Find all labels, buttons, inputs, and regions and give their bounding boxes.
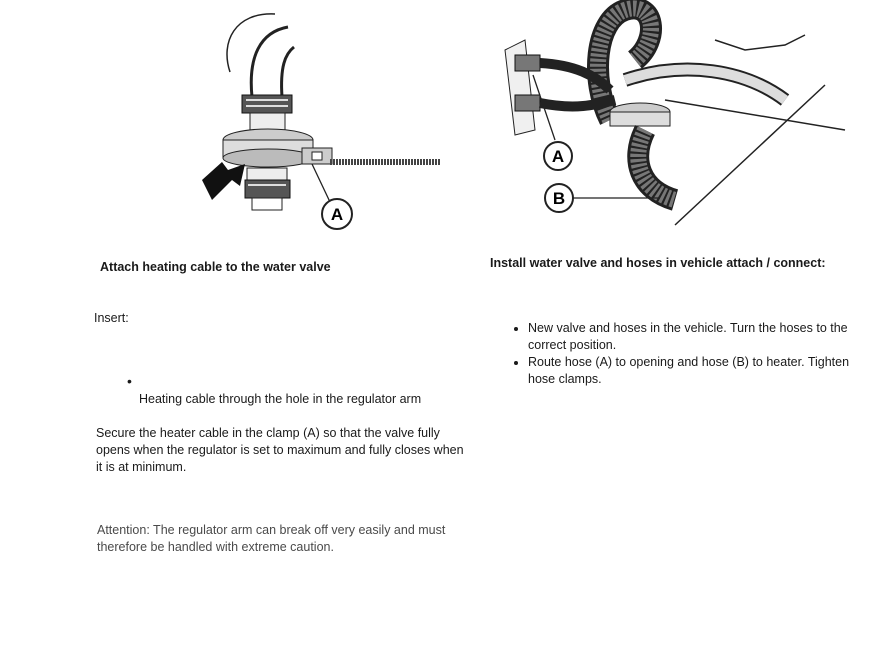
- install-bullet-list: [514, 320, 854, 388]
- insert-bullet-text: Heating cable through the hole in the regulator arm: [139, 392, 422, 406]
- secure-instructions: Secure the heater cable in the clamp (A) so that the valve fully opens when the regulator is set to maximum and fully closes when it is at minimum.: [96, 426, 464, 474]
- callout-a-label: A: [330, 205, 344, 224]
- vehicle-installation-figure: [485, 0, 855, 235]
- left-heading: Attach heating cable to the water valve: [100, 260, 331, 274]
- right-heading: Install water valve and hoses in vehicle attach / connect:: [490, 256, 826, 270]
- insert-label: Insert:: [94, 311, 129, 325]
- water-valve-figure: [190, 2, 460, 242]
- attention-note: Attention: The regulator arm can break off very easily and must therefore be handled with extreme caution.: [97, 523, 446, 554]
- list-item: • New valve and hoses in the vehicle. Turn the hoses to the correct position.: [528, 320, 854, 354]
- list-item: • Route hose (A) to opening and hose (B) to heater. Tighten hose clamps.: [528, 354, 854, 388]
- bullet-dot: •: [127, 373, 132, 389]
- callout-b-label: B: [552, 189, 566, 208]
- callout-a-label: A: [551, 147, 565, 166]
